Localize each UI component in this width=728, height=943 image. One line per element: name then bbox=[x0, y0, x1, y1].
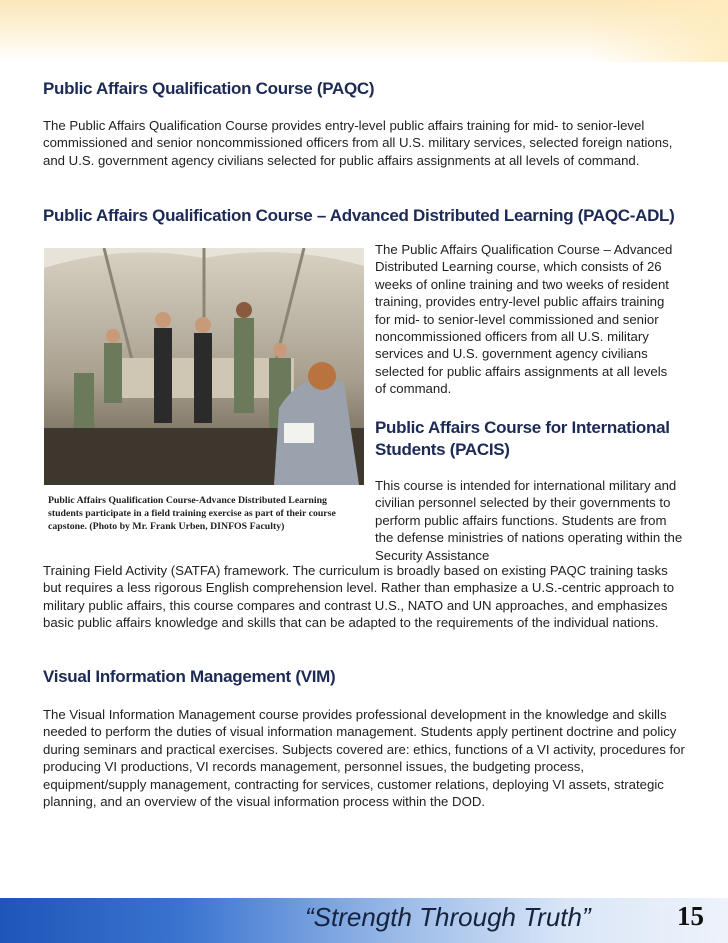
pacis-heading: Public Affairs Course for International Students (PACIS) bbox=[375, 418, 670, 459]
pacis-body-continued: Training Field Activity (SATFA) framework. The curriculum is broadly based on existing PAQC training tasks but requires a less rigorous English comprehension level. Rather than emphasize a U.S.-centric approach to military public affairs, this course compares and contrast U.S., NATO and UN approaches, and emphasizes basic public affairs knowledge and skills that can be adapted to the requirements of the individual nations. bbox=[43, 563, 675, 631]
page-number: 15 bbox=[677, 901, 704, 931]
footer-motto: “Strength Through Truth” bbox=[305, 902, 591, 932]
pacis-body-column: This course is intended for international military and civilian personnel selected by their governments to perform public affairs functions. Students are from the defense ministries of nations operating within the Security Assistance bbox=[375, 478, 683, 563]
vim-body: The Visual Information Management course provides professional development in the knowledge and skills needed to perform the duties of visual information management. Students apply pertinent doctrine and policy during seminars and practical exercises. Subjects covered are: ethics, functions of a VI activity, procedures for producing VI productions, VI records management, personnel issues, the budgeting process, equipment/supply management, contracting for services, customer relations, deploying VI assets, strategic planning, and an overview of the visual information process within the DOD. bbox=[43, 707, 685, 810]
paqc-body: The Public Affairs Qualification Course provides entry-level public affairs training for mid- to senior-level commissioned and senior noncommissioned officers from all U.S. military services, selected foreign nations, and U.S. government agency civilians selected for public affairs assignments at all levels of command. bbox=[43, 118, 673, 168]
paqc-heading: Public Affairs Qualification Course (PAQC) bbox=[43, 79, 375, 98]
header-band bbox=[0, 0, 728, 62]
vim-heading: Visual Information Management (VIM) bbox=[43, 667, 336, 686]
tent-training-photo-image bbox=[44, 248, 364, 485]
paqc-adl-body: The Public Affairs Qualification Course – Advanced Distributed Learning course, which consists of 26 weeks of online training and two weeks of resident training, provides entry-level public affairs training for mid- to senior-level commissioned and senior noncommissioned officers from all U.S. military services and U.S. government agency civilians selected for public affairs assignments at all levels of command. bbox=[375, 242, 673, 397]
training-photo bbox=[44, 248, 364, 485]
photo-caption: Public Affairs Qualification Course-Advance Distributed Learning students participate in a field training exercise as part of their course capstone. (Photo by Mr. Frank Urben, DINFOS Faculty) bbox=[48, 495, 336, 532]
paqc-adl-heading: Public Affairs Qualification Course – Advanced Distributed Learning (PAQC-ADL) bbox=[43, 206, 675, 225]
